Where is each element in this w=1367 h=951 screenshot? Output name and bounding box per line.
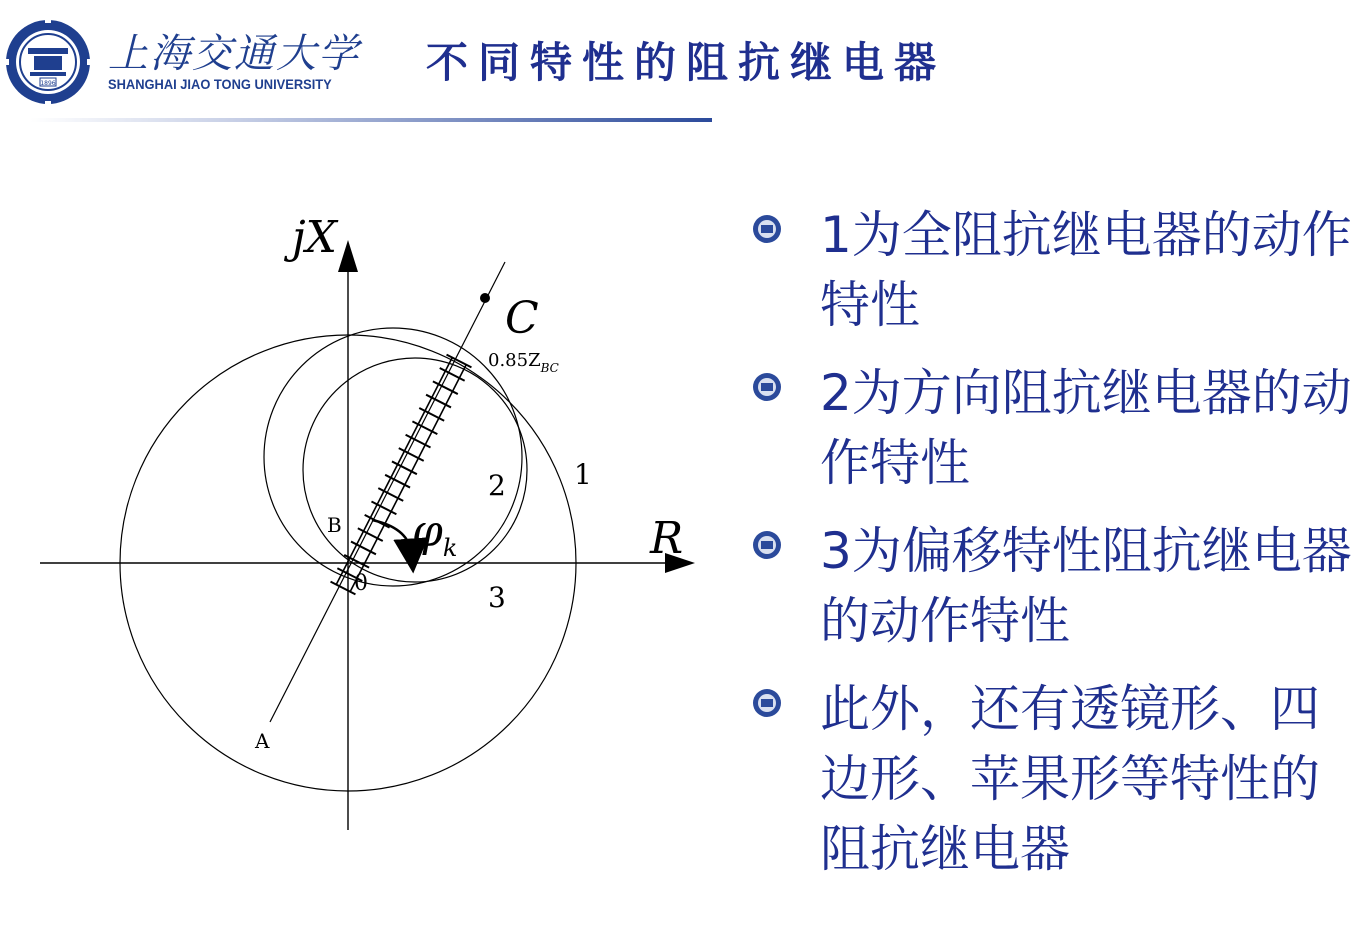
slide-title: 不同特性的阻抗继电器 bbox=[426, 38, 947, 87]
sjtu-bullet-icon bbox=[752, 530, 782, 560]
bullet-text: 1为全阻抗继电器的动作特性 bbox=[820, 206, 1352, 334]
point-a-label: A bbox=[255, 729, 270, 753]
point-c-dot bbox=[480, 293, 490, 303]
impedance-relay-diagram bbox=[0, 180, 720, 860]
sjtu-bullet-icon bbox=[752, 372, 782, 402]
bullet-item bbox=[752, 200, 1352, 340]
y-axis-label: jX bbox=[292, 212, 337, 263]
sjtu-bullet-icon bbox=[752, 214, 782, 244]
curve-2-circle bbox=[264, 328, 522, 586]
university-name-cn: 上海交通大学 bbox=[108, 31, 360, 77]
bullet-item bbox=[752, 358, 1352, 498]
y-axis-arrow bbox=[338, 240, 358, 272]
point-b-label: B bbox=[327, 513, 342, 537]
origin-label: 0 bbox=[354, 571, 368, 596]
bullet-item bbox=[752, 516, 1352, 656]
slide-header bbox=[0, 0, 1367, 130]
setting-label: $0.85Z_{BC}$ bbox=[488, 350, 559, 375]
curve-3-label: 3 bbox=[488, 581, 506, 614]
curve-1-label: 1 bbox=[574, 458, 592, 491]
title-underline bbox=[30, 118, 712, 122]
bullet-text: 3为偏移特性阻抗继电器的动作特性 bbox=[820, 522, 1352, 650]
svg-text:1896: 1896 bbox=[40, 80, 56, 87]
sjtu-bullet-icon bbox=[752, 688, 782, 718]
curve-2-label: 2 bbox=[488, 469, 506, 502]
bullet-item bbox=[752, 674, 1352, 884]
x-axis-label: R bbox=[650, 513, 684, 564]
bullet-list bbox=[752, 200, 1352, 902]
bullet-text: 2为方向阻抗继电器的动作特性 bbox=[820, 364, 1352, 492]
university-name-en: SHANGHAI JIAO TONG UNIVERSITY bbox=[108, 76, 332, 92]
angle-label: $\varphi_k$ bbox=[412, 506, 458, 562]
point-c-label: C bbox=[505, 293, 539, 344]
bullet-text: 此外，还有透镜形、四边形、苹果形等特性的阻抗继电器 bbox=[820, 680, 1320, 878]
sjtu-logo-icon bbox=[4, 18, 92, 106]
